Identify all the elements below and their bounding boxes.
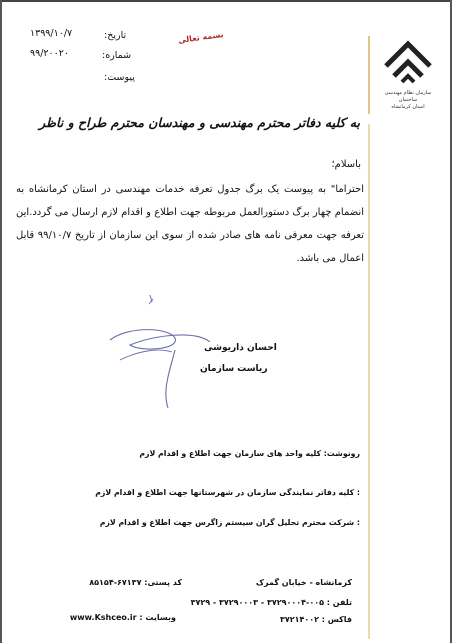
footer-postal-code: کد پستی: ۶۷۱۳۷-۸۵۱۵۴	[89, 578, 182, 587]
handwritten-signature	[100, 290, 220, 410]
top-border	[0, 0, 452, 2]
date-label: تاریخ:	[104, 30, 127, 41]
salutation: باسلام؛	[331, 159, 361, 170]
signatory-title: ریاست سازمان	[200, 364, 268, 374]
footer-address: کرمانشاه - خیابان گمرک	[255, 578, 352, 587]
date-value: ۱۳۹۹/۱۰/۷	[30, 28, 73, 39]
copy-line: : کلیه دفاتر نمایندگی سازمان در شهرستانها جهت اطلاع و اقدام لازم	[95, 488, 360, 497]
footer-fax: فاکس : ۳۷۲۱۴۰۰۲	[279, 615, 352, 624]
footer-website: وبسایت : www.Kshceo.ir	[69, 613, 176, 622]
logo-mark-icon	[380, 36, 436, 86]
copy-line: : شرکت محترم تحلیل گران سیستم زاگرس جهت اطلاع و اقدام لازم	[99, 518, 360, 527]
organization-logo	[378, 36, 438, 112]
gold-divider	[368, 124, 370, 639]
footer-phone: تلفن : ۰۰۵-۳۷۲۹۰۰۰۴ - ۳۷۲۹۰۰۰۳ - ۳۷۲۹	[190, 598, 352, 607]
gold-divider-top	[368, 36, 370, 114]
letter-body: احتراما" به پیوست یک برگ جدول تعرفه خدمات مهندسی در استان کرمانشاه به انضمام چهار برگ دستورالعمل مربوطه جهت اطلاع و اقدام لازم ارسال می گردد.این تعرفه جهت معرفی نامه های صادر شده از سوی این سازمان از تاریخ ۹۹/۱۰/۷ قابل اعمال می باشد.	[16, 184, 364, 264]
number-value: ۹۹/۲۰۰۲۰	[30, 48, 69, 59]
number-label: شماره:	[102, 50, 132, 61]
letter-heading: به کلیه دفاتر محترم مهندسی و مهندسان محترم طراح و ناظر	[39, 115, 360, 130]
bismillah-seal: بسمه تعالی	[177, 29, 225, 46]
copy-line: رونوشت: کلیه واحد های سازمان جهت اطلاع و اقدام لازم	[139, 449, 360, 458]
signatory-name: احسان داریوشی	[204, 343, 277, 353]
attachment-label: پیوست:	[104, 72, 135, 83]
logo-line1: سازمان نظام مهندسی ساختمان	[384, 90, 432, 103]
left-border	[0, 0, 2, 643]
logo-line2: استان کرمانشاه	[391, 104, 425, 110]
